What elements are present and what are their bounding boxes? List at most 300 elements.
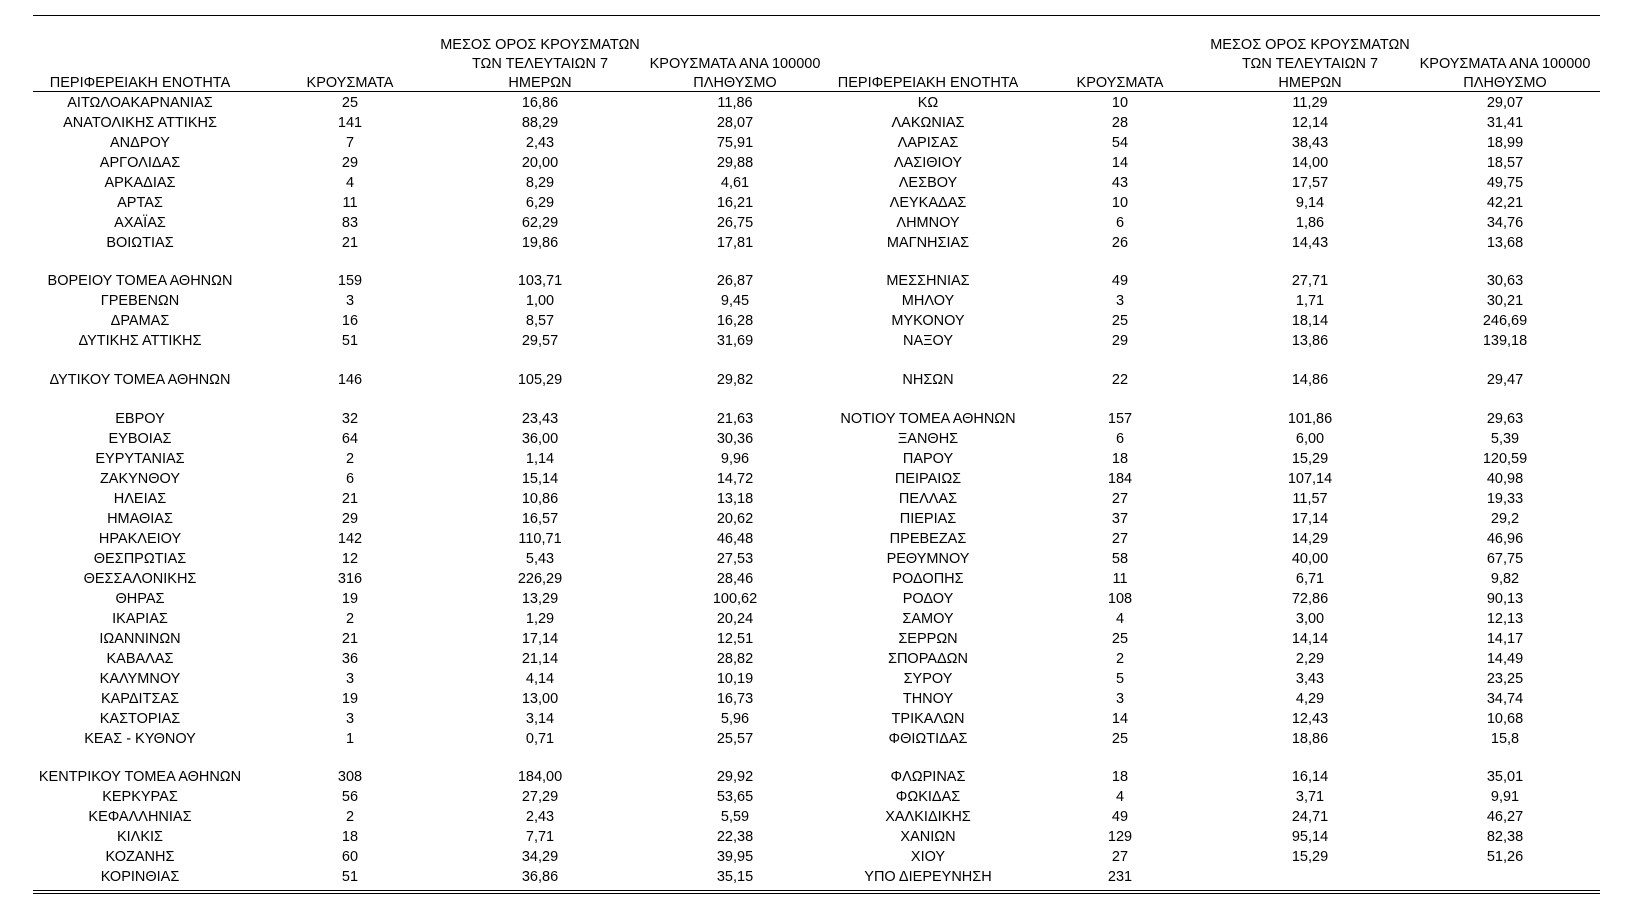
right-row-8-region: ΜΑΓΝΗΣΙΑΣ [886,235,970,251]
left-row-12-per100k: 31,69 [716,333,754,349]
right-row-14-per100k: 29,63 [1486,411,1524,427]
right-row-3-avg7: 38,43 [1291,135,1329,151]
left-row-30-cases: 1 [345,731,355,747]
right-row-19-avg7: 17,14 [1291,511,1329,527]
left-row-14-region: ΕΒΡΟΥ [115,411,165,427]
left-row-15-region: ΕΥΒΟΙΑΣ [108,431,172,447]
left-row-26-avg7: 21,14 [521,651,559,667]
header-average-left-line2: ΤΩΝ ΤΕΛΕΥΤΑΙΩΝ 7 [471,56,609,72]
left-row-8-avg7: 19,86 [521,235,559,251]
right-row-4-avg7: 14,00 [1291,155,1329,171]
left-row-14-avg7: 23,43 [521,411,559,427]
right-row-9-per100k: 30,63 [1486,273,1524,289]
left-row-10-per100k: 9,45 [720,293,750,309]
left-row-16-cases: 2 [345,451,355,467]
right-row-17-cases: 184 [1107,471,1133,487]
right-row-9-region: ΜΕΣΣΗΝΙΑΣ [886,273,970,289]
right-row-2-region: ΛΑΚΩΝΙΑΣ [891,115,965,131]
header-average-left-line3: ΗΜΕΡΩΝ [508,75,572,91]
right-row-35-region: ΧΙΟΥ [910,849,946,865]
left-row-36-cases: 51 [341,869,359,885]
left-row-21-region: ΘΕΣΠΡΩΤΙΑΣ [93,551,187,567]
right-row-16-per100k: 120,59 [1482,451,1528,467]
right-row-4-region: ΛΑΣΙΘΙΟΥ [893,155,963,171]
left-row-27-region: ΚΑΛΥΜΝΟΥ [99,671,181,687]
left-row-22-region: ΘΕΣΣΑΛΟΝΙΚΗΣ [83,571,197,587]
right-row-30-region: ΦΘΙΩΤΙΔΑΣ [888,731,968,747]
left-row-17-cases: 6 [345,471,355,487]
right-row-10-per100k: 30,21 [1486,293,1524,309]
left-row-15-per100k: 30,36 [716,431,754,447]
right-row-29-per100k: 10,68 [1486,711,1524,727]
right-row-10-avg7: 1,71 [1295,293,1325,309]
left-row-20-per100k: 46,48 [716,531,754,547]
right-row-11-cases: 25 [1111,313,1129,329]
left-row-34-cases: 18 [341,829,359,845]
header-average-right-line1: ΜΕΣΟΣ ΟΡΟΣ ΚΡΟΥΣΜΑΤΩΝ [1210,37,1410,53]
right-row-13-avg7: 14,86 [1291,372,1329,388]
left-row-11-cases: 16 [341,313,359,329]
right-row-20-per100k: 46,96 [1486,531,1524,547]
left-row-30-region: ΚΕΑΣ - ΚΥΘΝΟΥ [84,731,196,747]
left-row-30-per100k: 25,57 [716,731,754,747]
right-row-19-per100k: 29,2 [1490,511,1520,527]
right-row-29-avg7: 12,43 [1291,711,1329,727]
right-row-10-cases: 3 [1115,293,1125,309]
right-row-22-avg7: 6,71 [1295,571,1325,587]
left-row-2-avg7: 88,29 [521,115,559,131]
header-per100k-left-line2: ΠΛΗΘΥΣΜΟ [693,75,777,91]
right-row-13-region: ΝΗΣΩΝ [902,372,954,388]
left-row-29-cases: 3 [345,711,355,727]
left-row-31-avg7: 184,00 [517,769,563,785]
left-row-3-cases: 7 [345,135,355,151]
right-row-24-per100k: 12,13 [1486,611,1524,627]
left-row-25-avg7: 17,14 [521,631,559,647]
left-row-8-per100k: 17,81 [716,235,754,251]
left-row-7-avg7: 62,29 [521,215,559,231]
left-row-27-cases: 3 [345,671,355,687]
right-row-7-avg7: 1,86 [1295,215,1325,231]
right-row-35-avg7: 15,29 [1291,849,1329,865]
right-row-8-per100k: 13,68 [1486,235,1524,251]
right-row-4-per100k: 18,57 [1486,155,1524,171]
right-row-27-region: ΣΥΡΟΥ [903,671,953,687]
header-per100k-right-line2: ΠΛΗΘΥΣΜΟ [1463,75,1547,91]
right-row-13-cases: 22 [1111,372,1129,388]
left-row-6-avg7: 6,29 [525,195,555,211]
right-row-26-region: ΣΠΟΡΑΔΩΝ [888,651,968,667]
right-row-1-per100k: 29,07 [1486,95,1524,111]
right-row-11-avg7: 18,14 [1291,313,1329,329]
right-row-28-avg7: 4,29 [1295,691,1325,707]
right-row-18-cases: 27 [1111,491,1129,507]
right-row-6-cases: 10 [1111,195,1129,211]
right-row-20-avg7: 14,29 [1291,531,1329,547]
right-row-14-avg7: 101,86 [1287,411,1333,427]
right-row-33-avg7: 24,71 [1291,809,1329,825]
left-row-2-cases: 141 [337,115,363,131]
left-row-28-cases: 19 [341,691,359,707]
right-row-32-region: ΦΩΚΙΔΑΣ [895,789,961,805]
left-row-6-region: ΑΡΤΑΣ [117,195,163,211]
left-row-36-avg7: 36,86 [521,869,559,885]
left-row-5-region: ΑΡΚΑΔΙΑΣ [104,175,176,191]
left-row-24-region: ΙΚΑΡΙΑΣ [112,611,168,627]
left-row-35-per100k: 39,95 [716,849,754,865]
left-row-9-region: ΒΟΡΕΙΟΥ ΤΟΜΕΑ ΑΘΗΝΩΝ [47,273,233,289]
left-row-3-region: ΑΝΔΡΟΥ [110,135,170,151]
left-row-33-region: ΚΕΦΑΛΛΗΝΙΑΣ [88,809,192,825]
right-row-3-per100k: 18,99 [1486,135,1524,151]
right-row-11-per100k: 246,69 [1482,313,1528,329]
left-row-29-region: ΚΑΣΤΟΡΙΑΣ [99,711,181,727]
left-row-29-avg7: 3,14 [525,711,555,727]
right-row-17-avg7: 107,14 [1287,471,1333,487]
right-row-33-region: ΧΑΛΚΙΔΙΚΗΣ [885,809,971,825]
right-row-3-cases: 54 [1111,135,1129,151]
left-row-30-avg7: 0,71 [525,731,555,747]
left-row-28-avg7: 13,00 [521,691,559,707]
left-row-32-region: ΚΕΡΚΥΡΑΣ [102,789,178,805]
right-row-36-cases: 231 [1107,869,1133,885]
right-row-7-region: ΛΗΜΝΟΥ [896,215,960,231]
left-row-20-cases: 142 [337,531,363,547]
left-row-6-per100k: 16,21 [716,195,754,211]
right-row-9-avg7: 27,71 [1291,273,1329,289]
left-row-1-cases: 25 [341,95,359,111]
left-row-15-cases: 64 [341,431,359,447]
right-row-36-region: ΥΠΟ ΔΙΕΡΕΥΝΗΣΗ [864,869,992,885]
right-row-26-avg7: 2,29 [1295,651,1325,667]
left-row-35-region: ΚΟΖΑΝΗΣ [105,849,175,865]
right-row-32-per100k: 9,91 [1490,789,1520,805]
left-row-32-per100k: 53,65 [716,789,754,805]
left-row-8-cases: 21 [341,235,359,251]
right-row-12-region: ΝΑΞΟΥ [902,333,954,349]
right-row-1-cases: 10 [1111,95,1129,111]
right-row-35-per100k: 51,26 [1486,849,1524,865]
left-row-17-avg7: 15,14 [521,471,559,487]
left-row-2-region: ΑΝΑΤΟΛΙΚΗΣ ΑΤΤΙΚΗΣ [63,115,217,131]
right-row-15-per100k: 5,39 [1490,431,1520,447]
right-row-21-region: ΡΕΘΥΜΝΟΥ [886,551,970,567]
right-row-35-cases: 27 [1111,849,1129,865]
left-row-1-region: ΑΙΤΩΛΟΑΚΑΡΝΑΝΙΑΣ [67,95,213,111]
right-row-1-region: ΚΩ [917,95,939,111]
right-row-2-cases: 28 [1111,115,1129,131]
left-row-32-avg7: 27,29 [521,789,559,805]
left-row-4-region: ΑΡΓΟΛΙΔΑΣ [99,155,181,171]
right-row-7-cases: 6 [1115,215,1125,231]
right-row-24-avg7: 3,00 [1295,611,1325,627]
header-per100k-left-line1: ΚΡΟΥΣΜΑΤΑ ΑΝΑ 100000 [649,56,821,72]
right-row-22-region: ΡΟΔΟΠΗΣ [892,571,964,587]
left-row-4-per100k: 29,88 [716,155,754,171]
right-row-23-region: ΡΟΔΟΥ [902,591,954,607]
left-row-18-avg7: 10,86 [521,491,559,507]
left-row-35-cases: 60 [341,849,359,865]
right-row-34-per100k: 82,38 [1486,829,1524,845]
right-row-24-cases: 4 [1115,611,1125,627]
left-row-32-cases: 56 [341,789,359,805]
left-row-7-per100k: 26,75 [716,215,754,231]
right-row-8-cases: 26 [1111,235,1129,251]
left-row-5-per100k: 4,61 [720,175,750,191]
header-region-left: ΠΕΡΙΦΕΡΕΙΑΚΗ ΕΝΟΤΗΤΑ [49,75,231,91]
right-row-14-region: ΝΟΤΙΟΥ ΤΟΜΕΑ ΑΘΗΝΩΝ [840,411,1016,427]
right-row-30-avg7: 18,86 [1291,731,1329,747]
left-row-3-avg7: 2,43 [525,135,555,151]
right-row-34-avg7: 95,14 [1291,829,1329,845]
right-row-2-per100k: 31,41 [1486,115,1524,131]
right-row-11-region: ΜΥΚΟΝΟΥ [891,313,965,329]
left-row-6-cases: 11 [342,195,358,211]
right-row-14-cases: 157 [1107,411,1133,427]
left-row-17-per100k: 14,72 [716,471,754,487]
left-row-10-region: ΓΡΕΒΕΝΩΝ [100,293,180,309]
left-row-18-per100k: 13,18 [716,491,754,507]
left-row-16-region: ΕΥΡΥΤΑΝΙΑΣ [95,451,185,467]
right-row-7-per100k: 34,76 [1486,215,1524,231]
right-row-3-region: ΛΑΡΙΣΑΣ [897,135,959,151]
left-row-34-region: ΚΙΛΚΙΣ [116,829,164,845]
left-row-31-per100k: 29,92 [716,769,754,785]
right-row-19-region: ΠΙΕΡΙΑΣ [899,511,957,527]
left-row-11-region: ΔΡΑΜΑΣ [110,313,170,329]
left-row-23-per100k: 100,62 [712,591,758,607]
left-row-9-avg7: 103,71 [517,273,563,289]
right-row-29-region: ΤΡΙΚΑΛΩΝ [891,711,965,727]
right-row-25-cases: 25 [1111,631,1129,647]
header-average-right-line3: ΗΜΕΡΩΝ [1278,75,1342,91]
left-row-22-avg7: 226,29 [517,571,563,587]
right-row-12-avg7: 13,86 [1291,333,1329,349]
left-row-20-region: ΗΡΑΚΛΕΙΟΥ [98,531,182,547]
left-row-7-region: ΑΧΑΪΑΣ [114,215,166,231]
right-row-22-cases: 11 [1112,571,1128,587]
right-row-13-per100k: 29,47 [1486,372,1524,388]
left-row-12-region: ΔΥΤΙΚΗΣ ΑΤΤΙΚΗΣ [78,333,202,349]
header-average-right-line2: ΤΩΝ ΤΕΛΕΥΤΑΙΩΝ 7 [1241,56,1379,72]
left-row-26-region: ΚΑΒΑΛΑΣ [106,651,174,667]
right-row-5-cases: 43 [1111,175,1129,191]
left-row-35-avg7: 34,29 [521,849,559,865]
left-row-31-region: ΚΕΝΤΡΙΚΟΥ ΤΟΜΕΑ ΑΘΗΝΩΝ [38,769,242,785]
right-row-17-per100k: 40,98 [1486,471,1524,487]
left-row-21-avg7: 5,43 [525,551,555,567]
right-row-2-avg7: 12,14 [1291,115,1329,131]
left-row-10-cases: 3 [345,293,355,309]
right-row-31-per100k: 35,01 [1486,769,1524,785]
left-row-9-cases: 159 [337,273,363,289]
right-row-25-per100k: 14,17 [1486,631,1524,647]
right-row-6-per100k: 42,21 [1486,195,1524,211]
left-row-27-avg7: 4,14 [525,671,555,687]
right-row-5-per100k: 49,75 [1486,175,1524,191]
header-cases-left: ΚΡΟΥΣΜΑΤΑ [306,75,394,91]
left-row-13-avg7: 105,29 [517,372,563,388]
right-row-28-region: ΤΗΝΟΥ [902,691,954,707]
right-row-31-region: ΦΛΩΡΙΝΑΣ [890,769,966,785]
right-row-32-cases: 4 [1115,789,1125,805]
left-row-26-per100k: 28,82 [716,651,754,667]
right-row-4-cases: 14 [1111,155,1129,171]
left-row-7-cases: 83 [341,215,359,231]
left-row-1-avg7: 16,86 [521,95,559,111]
left-row-8-region: ΒΟΙΩΤΙΑΣ [106,235,174,251]
left-row-19-region: ΗΜΑΘΙΑΣ [107,511,173,527]
right-row-17-region: ΠΕΙΡΑΙΩΣ [894,471,962,487]
right-row-16-cases: 18 [1111,451,1129,467]
right-row-30-per100k: 15,8 [1490,731,1520,747]
left-row-24-avg7: 1,29 [525,611,555,627]
right-row-26-per100k: 14,49 [1486,651,1524,667]
left-row-19-avg7: 16,57 [521,511,559,527]
left-row-23-cases: 19 [341,591,359,607]
right-row-18-region: ΠΕΛΛΑΣ [898,491,958,507]
left-row-36-per100k: 35,15 [716,869,754,885]
left-row-10-avg7: 1,00 [525,293,555,309]
right-row-31-cases: 18 [1111,769,1129,785]
right-row-12-cases: 29 [1111,333,1129,349]
left-row-34-per100k: 22,38 [716,829,754,845]
left-row-34-avg7: 7,71 [525,829,555,845]
left-row-12-avg7: 29,57 [521,333,559,349]
right-row-27-avg7: 3,43 [1295,671,1325,687]
right-row-28-per100k: 34,74 [1486,691,1524,707]
right-row-28-cases: 3 [1115,691,1125,707]
right-row-10-region: ΜΗΛΟΥ [901,293,955,309]
left-row-31-cases: 308 [337,769,363,785]
right-row-33-per100k: 46,27 [1486,809,1524,825]
right-row-25-avg7: 14,14 [1291,631,1329,647]
left-row-25-cases: 21 [341,631,359,647]
left-row-28-region: ΚΑΡΔΙΤΣΑΣ [100,691,180,707]
left-row-13-per100k: 29,82 [716,372,754,388]
table-top-rule [33,15,1600,16]
left-row-19-per100k: 20,62 [716,511,754,527]
left-row-25-region: ΙΩΑΝΝΙΝΩΝ [99,631,181,647]
left-row-21-cases: 12 [341,551,359,567]
left-row-13-cases: 146 [337,372,363,388]
left-row-13-region: ΔΥΤΙΚΟΥ ΤΟΜΕΑ ΑΘΗΝΩΝ [49,372,231,388]
right-row-23-avg7: 72,86 [1291,591,1329,607]
left-row-15-avg7: 36,00 [521,431,559,447]
right-row-23-per100k: 90,13 [1486,591,1524,607]
left-row-19-cases: 29 [341,511,359,527]
left-row-4-avg7: 20,00 [521,155,559,171]
right-row-26-cases: 2 [1115,651,1125,667]
right-row-23-cases: 108 [1107,591,1133,607]
left-row-33-cases: 2 [345,809,355,825]
right-row-18-per100k: 19,33 [1486,491,1524,507]
left-row-24-per100k: 20,24 [716,611,754,627]
right-row-15-avg7: 6,00 [1295,431,1325,447]
left-row-27-per100k: 10,19 [716,671,754,687]
left-row-1-per100k: 11,86 [717,95,753,111]
left-row-18-region: ΗΛΕΙΑΣ [113,491,167,507]
table-bottom-rule [33,890,1600,891]
header-region-right: ΠΕΡΙΦΕΡΕΙΑΚΗ ΕΝΟΤΗΤΑ [837,75,1019,91]
right-row-9-cases: 49 [1111,273,1129,289]
left-row-16-per100k: 9,96 [720,451,750,467]
right-row-24-region: ΣΑΜΟΥ [902,611,954,627]
right-row-27-per100k: 23,25 [1486,671,1524,687]
right-row-32-avg7: 3,71 [1295,789,1325,805]
right-row-18-avg7: 11,57 [1292,491,1328,507]
left-row-21-per100k: 27,53 [716,551,754,567]
right-row-27-cases: 5 [1115,671,1125,687]
header-average-left-line1: ΜΕΣΟΣ ΟΡΟΣ ΚΡΟΥΣΜΑΤΩΝ [440,37,640,53]
left-row-22-per100k: 28,46 [716,571,754,587]
left-row-14-per100k: 21,63 [716,411,754,427]
right-row-20-region: ΠΡΕΒΕΖΑΣ [889,531,967,547]
header-cases-right: ΚΡΟΥΣΜΑΤΑ [1076,75,1164,91]
right-row-20-cases: 27 [1111,531,1129,547]
right-row-6-region: ΛΕΥΚΑΔΑΣ [889,195,967,211]
left-row-28-per100k: 16,73 [716,691,754,707]
right-row-5-region: ΛΕΣΒΟΥ [898,175,958,191]
right-row-16-avg7: 15,29 [1291,451,1329,467]
left-row-23-avg7: 13,29 [521,591,559,607]
right-row-34-cases: 129 [1107,829,1133,845]
right-row-6-avg7: 9,14 [1295,195,1325,211]
left-row-23-region: ΘΗΡΑΣ [115,591,165,607]
left-row-36-region: ΚΟΡΙΝΘΙΑΣ [100,869,180,885]
right-row-34-region: ΧΑΝΙΩΝ [900,829,956,845]
right-row-1-avg7: 11,29 [1292,95,1328,111]
right-row-21-avg7: 40,00 [1291,551,1329,567]
right-row-29-cases: 14 [1111,711,1129,727]
right-row-5-avg7: 17,57 [1291,175,1329,191]
left-row-26-cases: 36 [341,651,359,667]
left-row-25-per100k: 12,51 [716,631,754,647]
left-row-11-per100k: 16,28 [716,313,754,329]
left-row-14-cases: 32 [341,411,359,427]
left-row-33-per100k: 5,59 [720,809,750,825]
right-row-33-cases: 49 [1111,809,1129,825]
right-row-30-cases: 25 [1111,731,1129,747]
left-row-18-cases: 21 [341,491,359,507]
left-row-3-per100k: 75,91 [716,135,754,151]
header-per100k-right-line1: ΚΡΟΥΣΜΑΤΑ ΑΝΑ 100000 [1419,56,1591,72]
right-row-15-region: ΞΑΝΘΗΣ [897,431,959,447]
left-row-20-avg7: 110,71 [518,531,562,547]
right-row-25-region: ΣΕΡΡΩΝ [898,631,958,647]
left-row-24-cases: 2 [345,611,355,627]
right-row-15-cases: 6 [1115,431,1125,447]
right-row-21-per100k: 67,75 [1486,551,1524,567]
left-row-22-cases: 316 [337,571,363,587]
right-row-19-cases: 37 [1111,511,1129,527]
left-row-17-region: ΖΑΚΥΝΘΟΥ [99,471,181,487]
right-row-8-avg7: 14,43 [1291,235,1329,251]
left-row-16-avg7: 1,14 [525,451,555,467]
right-row-12-per100k: 139,18 [1482,333,1528,349]
left-row-5-cases: 4 [345,175,355,191]
table-bottom-double-rule [33,893,1600,894]
right-row-21-cases: 58 [1111,551,1129,567]
left-row-4-cases: 29 [341,155,359,171]
left-row-12-cases: 51 [341,333,359,349]
left-row-11-avg7: 8,57 [525,313,555,329]
left-row-29-per100k: 5,96 [720,711,750,727]
right-row-16-region: ΠΑΡΟΥ [902,451,954,467]
right-row-31-avg7: 16,14 [1291,769,1329,785]
left-row-33-avg7: 2,43 [525,809,555,825]
left-row-5-avg7: 8,29 [525,175,555,191]
